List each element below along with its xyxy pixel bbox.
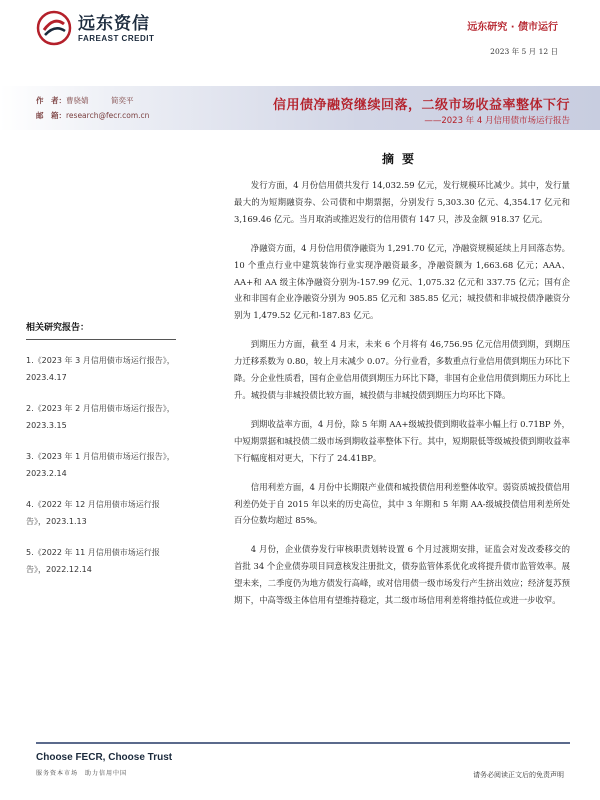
author-email[interactable]: research@fecr.com.cn	[66, 111, 150, 120]
report-title: 信用债净融资继续回落，二级市场收益率整体下行	[272, 98, 570, 113]
related-report-item[interactable]: 1.《2023 年 3 月信用债市场运行报告》，2023.4.17	[26, 356, 175, 382]
author-info	[36, 93, 149, 123]
report-header	[0, 0, 600, 70]
abstract-section	[234, 150, 570, 621]
related-report-item[interactable]: 2.《2023 年 2 月信用债市场运行报告》，2023.3.15	[26, 404, 175, 430]
related-reports-title: 相关研究报告：	[26, 320, 176, 340]
related-report-item[interactable]: 3.《2023 年 1 月信用债市场运行报告》，2023.2.14	[26, 452, 175, 478]
logo-english-name: FAREAST CREDIT	[78, 33, 155, 43]
report-date: 2023 年 5 月 12 日	[490, 47, 558, 56]
abstract-paragraph-maturity-pressure: 到期压力方面，截至 4 月末，未来 6 个月将有 46,756.95 亿元信用债到期，到期压力迁移系数为 0.80，较上月末减少 0.07。分行业看，多数重点行业信用债到期压力环比下降。分企业性质看，国有企业信用债到期压力环比下降，非国有企业信用债到期压力环比上升。城投债与非城投债比较方面，城投债与非城投债到期压力均环比下降。	[234, 339, 570, 400]
company-logo	[36, 10, 154, 46]
abstract-paragraph-credit-spread: 信用利差方面，4 月份中长期限产业债和城投债信用利差整体收窄。弱资质城投债信用利差仍处于自 2015 年以来的历史高位，其中 3 年期和 5 年期 AA-级城投债信用利差所处百分位数均超过 85%。	[234, 481, 570, 526]
report-series: 远东研究 · 债市运行	[467, 22, 558, 33]
footer-disclaimer: 请务必阅读正文后的免责声明	[473, 771, 564, 779]
fareast-logo-icon	[36, 10, 72, 46]
related-report-item[interactable]: 5.《2022 年 11 月信用债市场运行报告》，2022.12.14	[26, 548, 160, 574]
report-subtitle: ——2023 年 4 月信用债市场运行报告	[424, 116, 570, 126]
abstract-paragraph-issuance: 发行方面，4 月份信用债共发行 14,032.59 亿元，发行规模环比减少。其中，发行量最大的为短期融资券、公司债和中期票据，分别发行 5,303.30 亿元、4,354.17 亿元和 3,169.46 亿元。当月取消或推迟发行的信用债有 147 只，涉及金额 918.37 亿元。	[234, 180, 570, 224]
logo-chinese-name: 远东资信	[78, 13, 150, 34]
email-label: 邮 箱：	[36, 111, 66, 120]
related-reports	[26, 320, 176, 592]
footer-slogan-english: Choose FECR, Choose Trust	[36, 752, 173, 763]
author-names: 曹骁婧 简奕平	[66, 96, 134, 105]
title-banner	[0, 86, 600, 130]
abstract-paragraph-net-financing: 净融资方面，4 月份信用债净融资为 1,291.70 亿元，净融资规模延续上月回落态势。10 个重点行业中建筑装饰行业实现净融资最多，净融资额为 1,663.68 亿元；AAA、AA+和 AA 级主体净融资分别为-157.99 亿元、1,075.32 亿元和 337.75 亿元；国有企业和非国有企业净融资分别为 905.85 亿元和 385.85 亿元；城投债和非城投债净融资分别为 1,479.52 亿元和-187.83 亿元。	[234, 242, 570, 321]
abstract-title: 摘要	[381, 152, 422, 166]
author-label: 作 者：	[36, 96, 66, 105]
footer-divider	[36, 742, 570, 744]
footer-slogan-chinese: 服务资本市场 助力信用中国	[36, 770, 128, 777]
abstract-paragraph-yield: 到期收益率方面，4 月份，除 5 年期 AA+级城投债到期收益率小幅上行 0.71BP 外，中短期票据和城投债二级市场到期收益率整体下行。其中，短期限低等级城投债到期收益率下行幅度相对更大，下行了 24.41BP。	[234, 418, 570, 463]
related-report-item[interactable]: 4.《2022 年 12 月信用债市场运行报告》，2023.1.13	[26, 500, 160, 526]
abstract-paragraph-outlook: 4 月份，企业债券发行审核职责划转设置 6 个月过渡期安排，证监会对发改委移交的首批 34 个企业债券项目同意核发注册批文，债券监管体系优化或将提升债市监管效率。展望未来，二季度仍为地方债发行高峰，或对信用债一级市场发行产生挤出效应；经济复苏预期下，中高等级主体信用有望维持稳定，其二级市场信用利差将维持低位或进一步收窄。	[234, 544, 570, 606]
